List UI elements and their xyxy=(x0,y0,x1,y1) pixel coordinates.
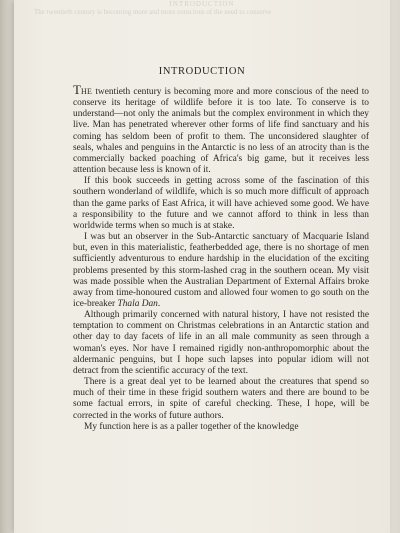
drop-cap: T xyxy=(73,82,81,97)
paragraph-2: If this book succeeds in getting across some of the fascination of this southern wonderland of wildlife, which is so much more difficult of approach than the game parks of East Africa, it will have achieved some good. We have a responsibility to the future and we cannot afford to think in less than worldwide terms when so much is at stake. xyxy=(73,176,369,231)
paragraph-4: Although primarily concerned with natural history, I have not resisted the temptation to comment on Christmas celebrations in an Antarctic station and other day to day facets of life in an all male community as seen through a woman's eyes. Nor have I remained rigidly non-anthropomorphic about the aldermanic penguins, but I hope such lapses into popular idiom will not detract from the scientific accuracy of the text. xyxy=(73,310,369,376)
paragraph-6: My function here is as a paller together of the knowledge xyxy=(84,421,299,432)
body-text xyxy=(73,84,369,433)
bleed-line: The twentieth century is becoming more and more conscious of the need to conserve xyxy=(34,8,272,16)
paragraph-3-text: I was but an observer in the Sub-Antarctic sanctuary of Macquarie Island but, even in this materialistic, featherbedded age, there is no shortage of men sufficiently adventurous to endure hardship in the elucidation of the exciting problems presented by this storm-lashed crag in the southern ocean. My visit was made possible when the Australian Department of External Affairs broke away from time-honoured custom and allowed four women to go south on the ice-breaker xyxy=(73,232,369,309)
paragraph-5: There is a great deal yet to be learned about the creatures that spend so much of their time in these frigid southern waters and there are bound to be some factual errors, in spite of careful checking. These, I hope, will be corrected in the works of future authors. xyxy=(73,377,369,421)
book-page xyxy=(14,0,390,533)
bleed-heading: INTRODUCTION xyxy=(169,0,235,8)
chapter-title: INTRODUCTION xyxy=(158,66,246,77)
ship-name: Thala Dan xyxy=(117,298,158,309)
small-caps-lead: HE xyxy=(80,87,93,96)
paragraph-1 xyxy=(73,84,369,176)
paragraph-3 xyxy=(73,232,369,310)
bleed-through-text xyxy=(34,0,370,16)
paragraph-1-text: twentieth century is becoming more and more conscious of the need to conserve its heritage of wildlife before it is too late. To conserve is to understand—not only the animals but the complex environment in which they live. Man has penetrated wherever other forms of life find sanctuary and his coming has seldom been of profit to them. The unconsidered slaughter of seals, whales and penguins in the Antarctic is no less of an atrocity than is the commercially backed poaching of Africa's big game, but it receives less attention because less is known of it. xyxy=(73,87,369,176)
paragraph-3-tail: . xyxy=(157,298,161,309)
